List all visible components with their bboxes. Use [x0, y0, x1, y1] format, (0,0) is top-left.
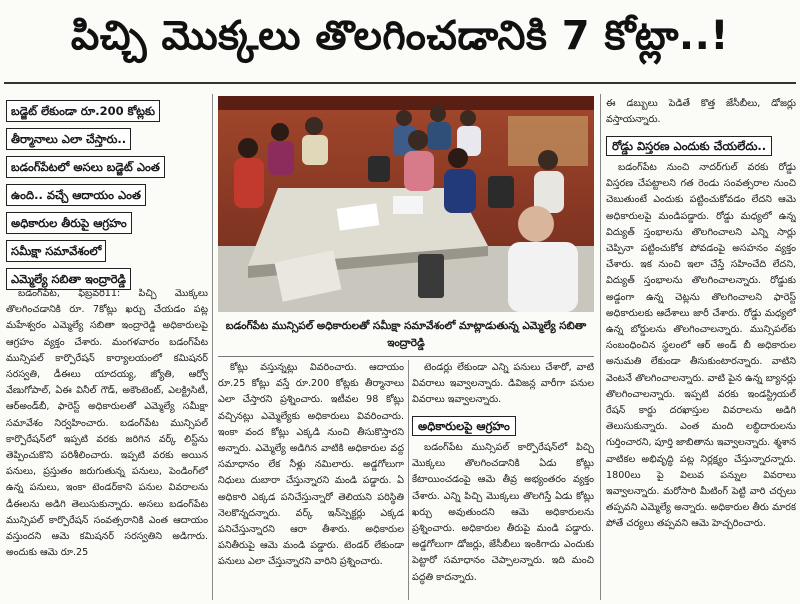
column-divider	[408, 360, 409, 600]
column-divider	[600, 94, 601, 600]
column-4-body-continued	[606, 160, 796, 598]
paragraph: బడంగ్‌పేట, ఫిబ్రవరి11: పిచ్చి మొక్కలు తొలగించడానికి రూ. 7కోట్లు ఖర్చు చేయడం పట్ల మహేశ్వరం ఎమ్మెల్యే సబితా ఇంద్రారెడ్డి అధికారులపై ఆగ్రహం వ్యక్తం చేశారు. మంగళవారం బడంగ్‌పేట మున్సిపల్ కార్పొరేషన్ కార్యాలయంలో కమిషనర్ సరస్వతి, డీఈలు యాదయ్య, జ్యోతి, ఆర్వో వేణుగోపాల్, ఏఈ వినీల్ గౌడ్, అకౌంటెంట్, ఎలక్ట్రిసిటీ, ఆర్‌అండ్‌బీ, ఫారెస్ట్ అధికారులతో ఎమ్మెల్యే సమీక్షా సమావేశం నిర్వహించారు. బడంగ్‌పేట మున్సిపల్ కార్పొరేషన్‌లో ఇప్పటి వరకు జరిగిన వర్క్ లిస్ట్‌ను తెప్పించుకొని పరిశీలించారు. ఇప్పటి వరకు అయిన పనులు, ప్రస్తుతం జరుగుతున్న పనులు, పెండింగ్‌లో ఉన్న పనులు, ఇంకా టెండర్‌కాని పనుల వివరాలను డీఈలను అడిగి తెలుసుకున్నారు. అసలు బడంగ్‌పేట మున్సిపల్ కార్పొరేషన్ సంవత్సరానికి ఎంత ఆదాయం వస్తుందని ఆమె కమిషనర్ సరస్వతిని అడిగారు. అందుకు ఆమె రూ.25	[6, 288, 208, 559]
deck	[6, 98, 206, 294]
deck-line: ఉంది.. వచ్చే ఆదాయం ఎంత	[6, 184, 146, 206]
column-divider	[212, 94, 213, 600]
deck-line: ఎమ్మెల్యే సబితా ఇంద్రారెడ్డి	[6, 268, 131, 290]
deck-line: బడ్జెట్ లేకుండా రూ.200 కోట్లకు	[6, 100, 160, 122]
deck-line: బడంగ్‌పేటలో అసలు బడ్జెట్ ఎంత	[6, 156, 165, 178]
paragraph: ఈ డబ్బులు పెడితే కొత్త జేసీబీలు, డోజర్లు వస్తాయన్నారు.	[606, 98, 796, 126]
subhead-officials: అధికారులపై ఆగ్రహం	[412, 416, 516, 436]
column-2-body	[218, 360, 404, 598]
paragraph: కోట్లు వస్తున్నట్లు వివరించారు. ఆదాయం రూ.25 కోట్లు వస్తే రూ.200 కోట్లకు తీర్మానాలు ఎలా చేస్తారని ప్రశ్నించారు. ఇటీవల 98 కోట్లు వచ్చినట్లు ఎమ్మెల్యేకు అధికారులు వివరించారు. ఇంకా వంద కోట్లు ఎక్కడి నుంచి తీసుకొస్తారని అన్నారు. ఎమ్మెల్యే అడిగిన వాటికి అధికారుల వద్ద సమాధానం లేక నీళ్లు నమిలారు. అడ్డగోలుగా నిధులు దుబారా చేస్తున్నారని మండి పడ్డారు. ఏ అధికారి ఎక్కడ పనిచేస్తున్నారో తెలియని పరిస్థితి నెలకొన్నదన్నారు. వర్క్ ఇన్‌స్పెక్టర్లు ఎక్కడ పనిచేస్తున్నారని ఆరా తీశారు. అధికారుల పనితీరుపై ఆమె మండి పడ్డారు. టెండర్ లేకుండా పనులు ఎలా చేస్తున్నారని వారిని ప్రశ్నించారు.	[218, 362, 404, 568]
meeting-photo	[218, 96, 594, 312]
headline-rule	[4, 82, 796, 84]
photo-caption: బడంగ్‌పేట మున్సిపల్ అధికారులతో సమీక్షా సమావేశంలో మాట్లాడుతున్న ఎమ్మెల్యే సబితా ఇంద్రారెడ్డి	[225, 320, 587, 349]
deck-line: అధికారుల తీరుపై ఆగ్రహం	[6, 212, 132, 234]
deck-line: సమీక్షా సమావేశంలో	[6, 240, 106, 262]
subhead-road-widening: రోడ్డు విస్తరణ ఎందుకు చేయలేదు..	[606, 136, 772, 156]
paragraph: బడంగ్‌పేట నుంచి నాదర్‌గుల్ వరకు రోడ్డు విస్తరణ చేపట్టాలని గత రెండు సంవత్సరాల నుంచి చెబుతుంటే ఎందుకు పట్టించుకోవడం లేదని ఆమె అధికారులపై మండిపడ్డారు. రోడ్డు మధ్యలో ఉన్న విద్యుత్ స్తంభాలను తొలగించాలని ఎన్ని సార్లు చెప్పినా పట్టించుకోక పోవడంపై అసహనం వ్యక్తం చేశారు. ఇక నుంచి ఇలా చేస్తే సహించేది లేదని, విద్యుత్ స్తంభాలను తొలగించాలన్నారు. రోడ్డుకు అడ్డంగా ఉన్న చెట్లను తొలగించాలని ఫారెస్ట్ అధికారులకు ఆదేశాలు జారీ చేశారు. రోడ్డు మధ్యలో ఉన్న బోర్డులను తొలగించాలన్నారు. మున్సిపల్‌కు సంబంధించిన స్థలంలో ఆర్ అండ్ బీ అధికారుల అనుమతి లేకుండా తీసుకుంటారన్నారు. వాటిని వెంటనే తొలగించాలన్నారు. వాటి పైన ఉన్న బ్యానర్లు తొలగించాలన్నారు. ఇప్పటి వరకు ఇండస్ట్రియల్ రేషన్ కార్డు దరఖాస్తుల వివరాలను అడిగి తెలుసుకున్నారు. ఎంత మంది లబ్ధిదారులను గుర్తించారని, పూర్తి జాబితాను ఇవ్వాలన్నారు. శ్మశాన వాటికల అభివృద్ధి పట్ల నిర్లక్ష్యం చేస్తున్నారన్నారు. 1800లు పై విలువ పన్నుల వివరాలు ఇవ్వాలన్నారు. మరోసారి మీటింగ్ పెట్టి వారి చర్చలు తప్పవని ఎమ్మెల్యే అన్నారు. అధికారుల తీరు మారక పోతే చర్యలు తప్పవని ఆమె హెచ్చరించారు.	[606, 162, 796, 530]
column-1-body	[6, 286, 208, 598]
meeting-photo-image	[218, 96, 594, 312]
paragraph: బడంగ్‌పేట మున్సిపల్ కార్పొరేషన్‌లో పిచ్చి మొక్కలు తొలగించడానికి ఏడు కోట్లు కేటాయించడంపై ఆమె తీవ్ర అభ్యంతరం వ్యక్తం చేశారు. ఎన్ని పిచ్చి మొక్కలు తొలగిస్తే ఏడు కోట్లు ఖర్చు అవుతుందని ఆమె అధికారులను ప్రశ్నించారు. అధికారుల తీరుపై మండి పడ్డారు. అడ్డగోలుగా డోజర్లు, జేసీబీలు ఇంకిగాదు ఎందుకు పెట్టారో సమాధానం చెప్పాలన్నారు. ఇది మంచి పద్ధతి కాదన్నారు.	[412, 442, 594, 583]
column-4-body	[606, 96, 796, 130]
deck-line: తీర్మానాలు ఎలా చేస్తారు..	[6, 128, 131, 150]
column-3-body-continued	[412, 440, 594, 598]
headline: పిచ్చి మొక్కలు తొలగించడానికి 7 కోట్లా..!	[70, 13, 730, 59]
paragraph: టెండర్లు లేకుండా ఎన్ని పనులు చేశారో, వాటి వివరాలు ఇవ్వాలన్నారు. డివిజన్ల వారీగా పనుల వివరాలు ఇవ్వాలన్నారు.	[412, 362, 594, 406]
caption-rule	[218, 356, 594, 357]
column-3-body	[412, 360, 594, 412]
